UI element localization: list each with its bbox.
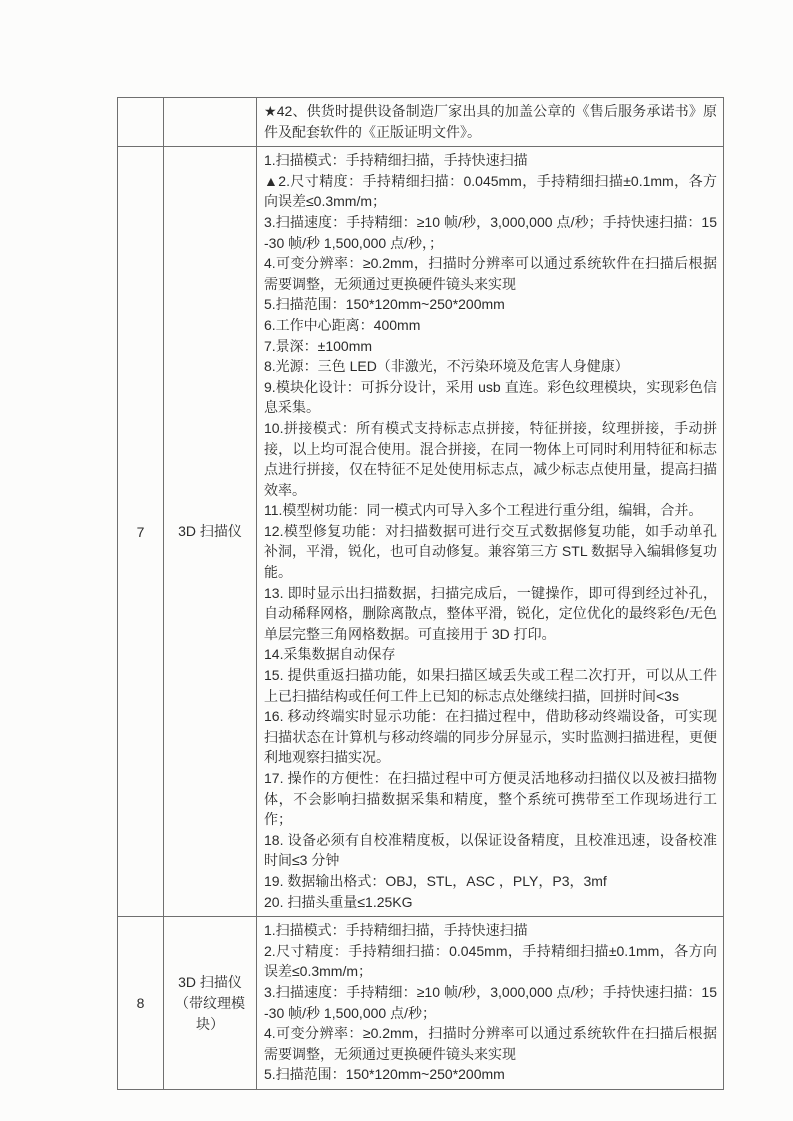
spec-item: ▲2.尺寸精度：手持精细扫描：0.045mm，手持精细扫描±0.1mm，各方向误差≤0.3mm/m； (264, 172, 717, 210)
table-row-item-7 (118, 147, 724, 917)
table-row-item-8 (118, 917, 724, 1090)
spec-item: 5.扫描范围：150*120mm~250*200mm (264, 296, 505, 313)
spec-cell (257, 147, 724, 917)
spec-item: 7.景深：±100mm (264, 337, 373, 354)
spec-item: 3.扫描速度：手持精细：≥10 帧/秒，3,000,000 点/秒；手持快速扫描：15-30 帧/秒 1,500,000 点/秒； (264, 983, 717, 1021)
spec-item: 8.光源：三色 LED（非激光，不污染环境及危害人身健康） (264, 358, 629, 375)
spec-item: 19. 数据输出格式：OBJ，STL，ASC ，PLY，P3，3mf (264, 872, 607, 889)
equipment-spec-table (117, 97, 724, 1090)
item-name-cell: 3D 扫描仪（带纹理模块） (164, 917, 257, 1090)
item-number-cell: 7 (118, 147, 164, 917)
spec-item: 1.扫描模式：手持精细扫描，手持快速扫描 (264, 152, 528, 169)
table-row-continuation (118, 98, 724, 147)
spec-item: 5.扫描范围：150*120mm~250*200mm (264, 1066, 505, 1083)
spec-item: 16. 移动终端实时显示功能：在扫描过程中，借助移动终端设备，可实现扫描状态在计算机与移动终端的同步分屏显示，实时监测扫描进程，更便利地观察扫描实况。 (264, 708, 717, 766)
spec-cell (257, 98, 724, 147)
item-number-cell: 8 (118, 917, 164, 1090)
spec-item: 3.扫描速度：手持精细：≥10 帧/秒，3,000,000 点/秒；手持快速扫描：15-30 帧/秒 1,500,000 点/秒，； (264, 213, 717, 251)
spec-item: 2.尺寸精度：手持精细扫描：0.045mm，手持精细扫描±0.1mm，各方向误差≤0.3mm/m； (264, 942, 717, 980)
spec-item: 11.模型树功能：同一模式内可导入多个工程进行重分组，编辑，合并。 (264, 502, 703, 519)
spec-cell (257, 917, 724, 1090)
item-name-cell: 3D 扫描仪 (164, 147, 257, 917)
spec-item: 4.可变分辨率：≥0.2mm，扫描时分辨率可以通过系统软件在扫描后根据需要调整，无须通过更换硬件镜头来实现 (264, 1025, 717, 1062)
spec-item: 6.工作中心距离：400mm (264, 316, 421, 333)
spec-item: 15. 提供重返扫描功能，如果扫描区域丢失或工程二次打开，可以从工件上已扫描结构或任何工件上已知的标志点处继续扫描，回拼时间<3s (264, 667, 717, 704)
spec-item: 1.扫描模式：手持精细扫描，手持快速扫描 (264, 922, 528, 939)
spec-item: 17. 操作的方便性：在扫描过程中可方便灵活地移动扫描仪以及被扫描物体，不会影响扫描数据采集和精度，整个系统可携带至工作现场进行工作； (264, 770, 717, 828)
spec-item: 18. 设备必须有自校准精度板，以保证设备精度，且校准迅速，设备校准时间≤3 分钟 (264, 831, 717, 869)
spec-item: 12.模型修复功能：对扫描数据可进行交互式数据修复功能，如手动单孔补洞，平滑，锐化，也可自动修复。兼容第三方 STL 数据导入编辑修复功能。 (264, 522, 717, 581)
spec-item: 20. 扫描头重量≤1.25KG (264, 893, 413, 910)
spec-item: 9.模块化设计：可拆分设计，采用 usb 直连。彩色纹理模块，实现彩色信息采集。 (264, 378, 717, 416)
spec-item: 10.拼接模式：所有模式支持标志点拼接，特征拼接，纹理拼接，手动拼接，以上均可混合使用。混合拼接，在同一物体上可同时利用特征和标志点进行拼接，仅在特征不足处使用标志点，减少标志点使用量，提高扫描效率。 (264, 419, 717, 498)
spec-item: 14.采集数据自动保存 (264, 646, 396, 663)
spec-item: 13. 即时显示出扫描数据，扫描完成后，一键操作，即可得到经过补孔，自动稀释网格，删除离散点，整体平滑，锐化，定位优化的最终彩色/无色单层完整三角网格数据。可直接用于 3D 打印。 (264, 584, 717, 642)
spec-item: ★42、供货时提供设备制造厂家出具的加盖公章的《售后服务承诺书》原件及配套软件的《正版证明文件》。 (264, 103, 717, 140)
item-number-cell (118, 98, 164, 147)
item-name-cell (164, 98, 257, 147)
spec-item: 4.可变分辨率：≥0.2mm，扫描时分辨率可以通过系统软件在扫描后根据需要调整，无须通过更换硬件镜头来实现 (264, 255, 717, 292)
